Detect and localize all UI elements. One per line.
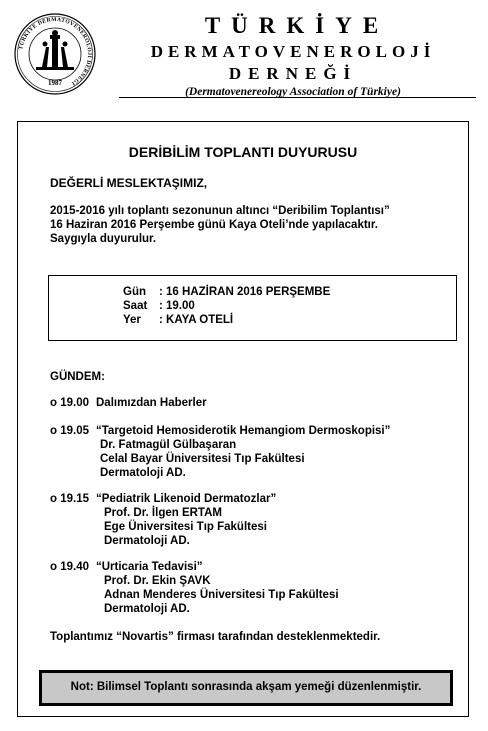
info-row-day [123,285,330,299]
agenda-heading: GÜNDEM: [50,371,105,383]
seal-ring-text: TÜRKİYE DERMATOVENEROLOJİ DERNEĞİ [18,16,93,87]
greeting: DEĞERLİ MESLEKTAŞIMIZ, [50,176,208,190]
intro-line: 2015-2016 yılı toplantı sezonunun altıncı “Deribilim Toplantısı” [50,205,390,217]
meeting-info-box [48,275,457,341]
document-title: DERİBİLİM TOPLANTI DUYURUSU [128,144,358,160]
info-row-time [123,299,195,313]
info-value: : 19.00 [159,300,195,312]
agenda-item [50,396,207,410]
association-seal-logo [14,13,96,95]
dinner-note-text: Not: Bilimsel Toplantı sonrasında akşam yemeği düzenlenmiştir. [70,681,422,693]
info-value: : 16 HAZİRAN 2016 PERŞEMBE [159,286,331,298]
agenda-time: o 19.40 [50,561,89,573]
announcement-document [17,121,469,717]
agenda-institution: Adnan Menderes Üniversitesi Tıp Fakültesi [104,589,339,601]
agenda-speaker: Prof. Dr. Ekin ŞAVK [104,575,211,587]
info-label: Saat [123,300,148,312]
agenda-time: o 19.05 [50,425,89,437]
letterhead-title [112,12,474,99]
dinner-note-box [39,670,453,706]
info-label: Gün [123,286,146,298]
agenda-item [50,560,203,574]
agenda-title: Dalımızdan Haberler [96,397,207,409]
agenda-title: “Pediatrik Likenoid Dermatozlar” [96,493,277,505]
letterhead-line-3: DERNEĞİ [228,64,358,83]
letterhead-line-2: DERMATOVENEROLOJİ [150,42,436,61]
sponsor-note: Toplantımız “Novartis” firması tarafından desteklenmektedir. [50,631,381,643]
intro-line: Saygıyla duyurulur. [50,233,157,245]
intro-paragraph [50,204,390,246]
letterhead-subtitle: (Dermatovenereology Association of Türkiye) [185,86,401,98]
seal-year: 1987 [48,79,62,87]
agenda-institution: Celal Bayar Üniversitesi Tıp Fakültesi [100,453,305,465]
letterhead-line-1: TÜRKİYE [204,13,390,38]
agenda-time: o 19.15 [50,493,89,505]
agenda-item [50,492,276,506]
info-row-place [123,313,233,327]
intro-line: 16 Haziran 2016 Perşembe günü Kaya Oteli’nde yapılacaktır. [50,219,378,231]
info-label: Yer [123,314,141,326]
agenda-department: Dermatoloji AD. [100,467,186,479]
agenda-speaker: Dr. Fatmagül Gülbaşaran [100,439,237,451]
agenda-institution: Ege Üniversitesi Tıp Fakültesi [104,521,267,533]
agenda-title: “Urticaria Tedavisi” [96,561,203,573]
agenda-time: o 19.00 [50,397,89,409]
letterhead-divider [119,97,476,98]
agenda-department: Dermatoloji AD. [104,535,190,547]
agenda-department: Dermatoloji AD. [104,603,190,615]
info-value: : KAYA OTELİ [159,314,234,326]
agenda-speaker: Prof. Dr. İlgen ERTAM [104,507,222,519]
agenda-item [50,424,390,438]
agenda-title: “Targetoid Hemosiderotik Hemangiom Dermoskopisi” [96,425,391,437]
